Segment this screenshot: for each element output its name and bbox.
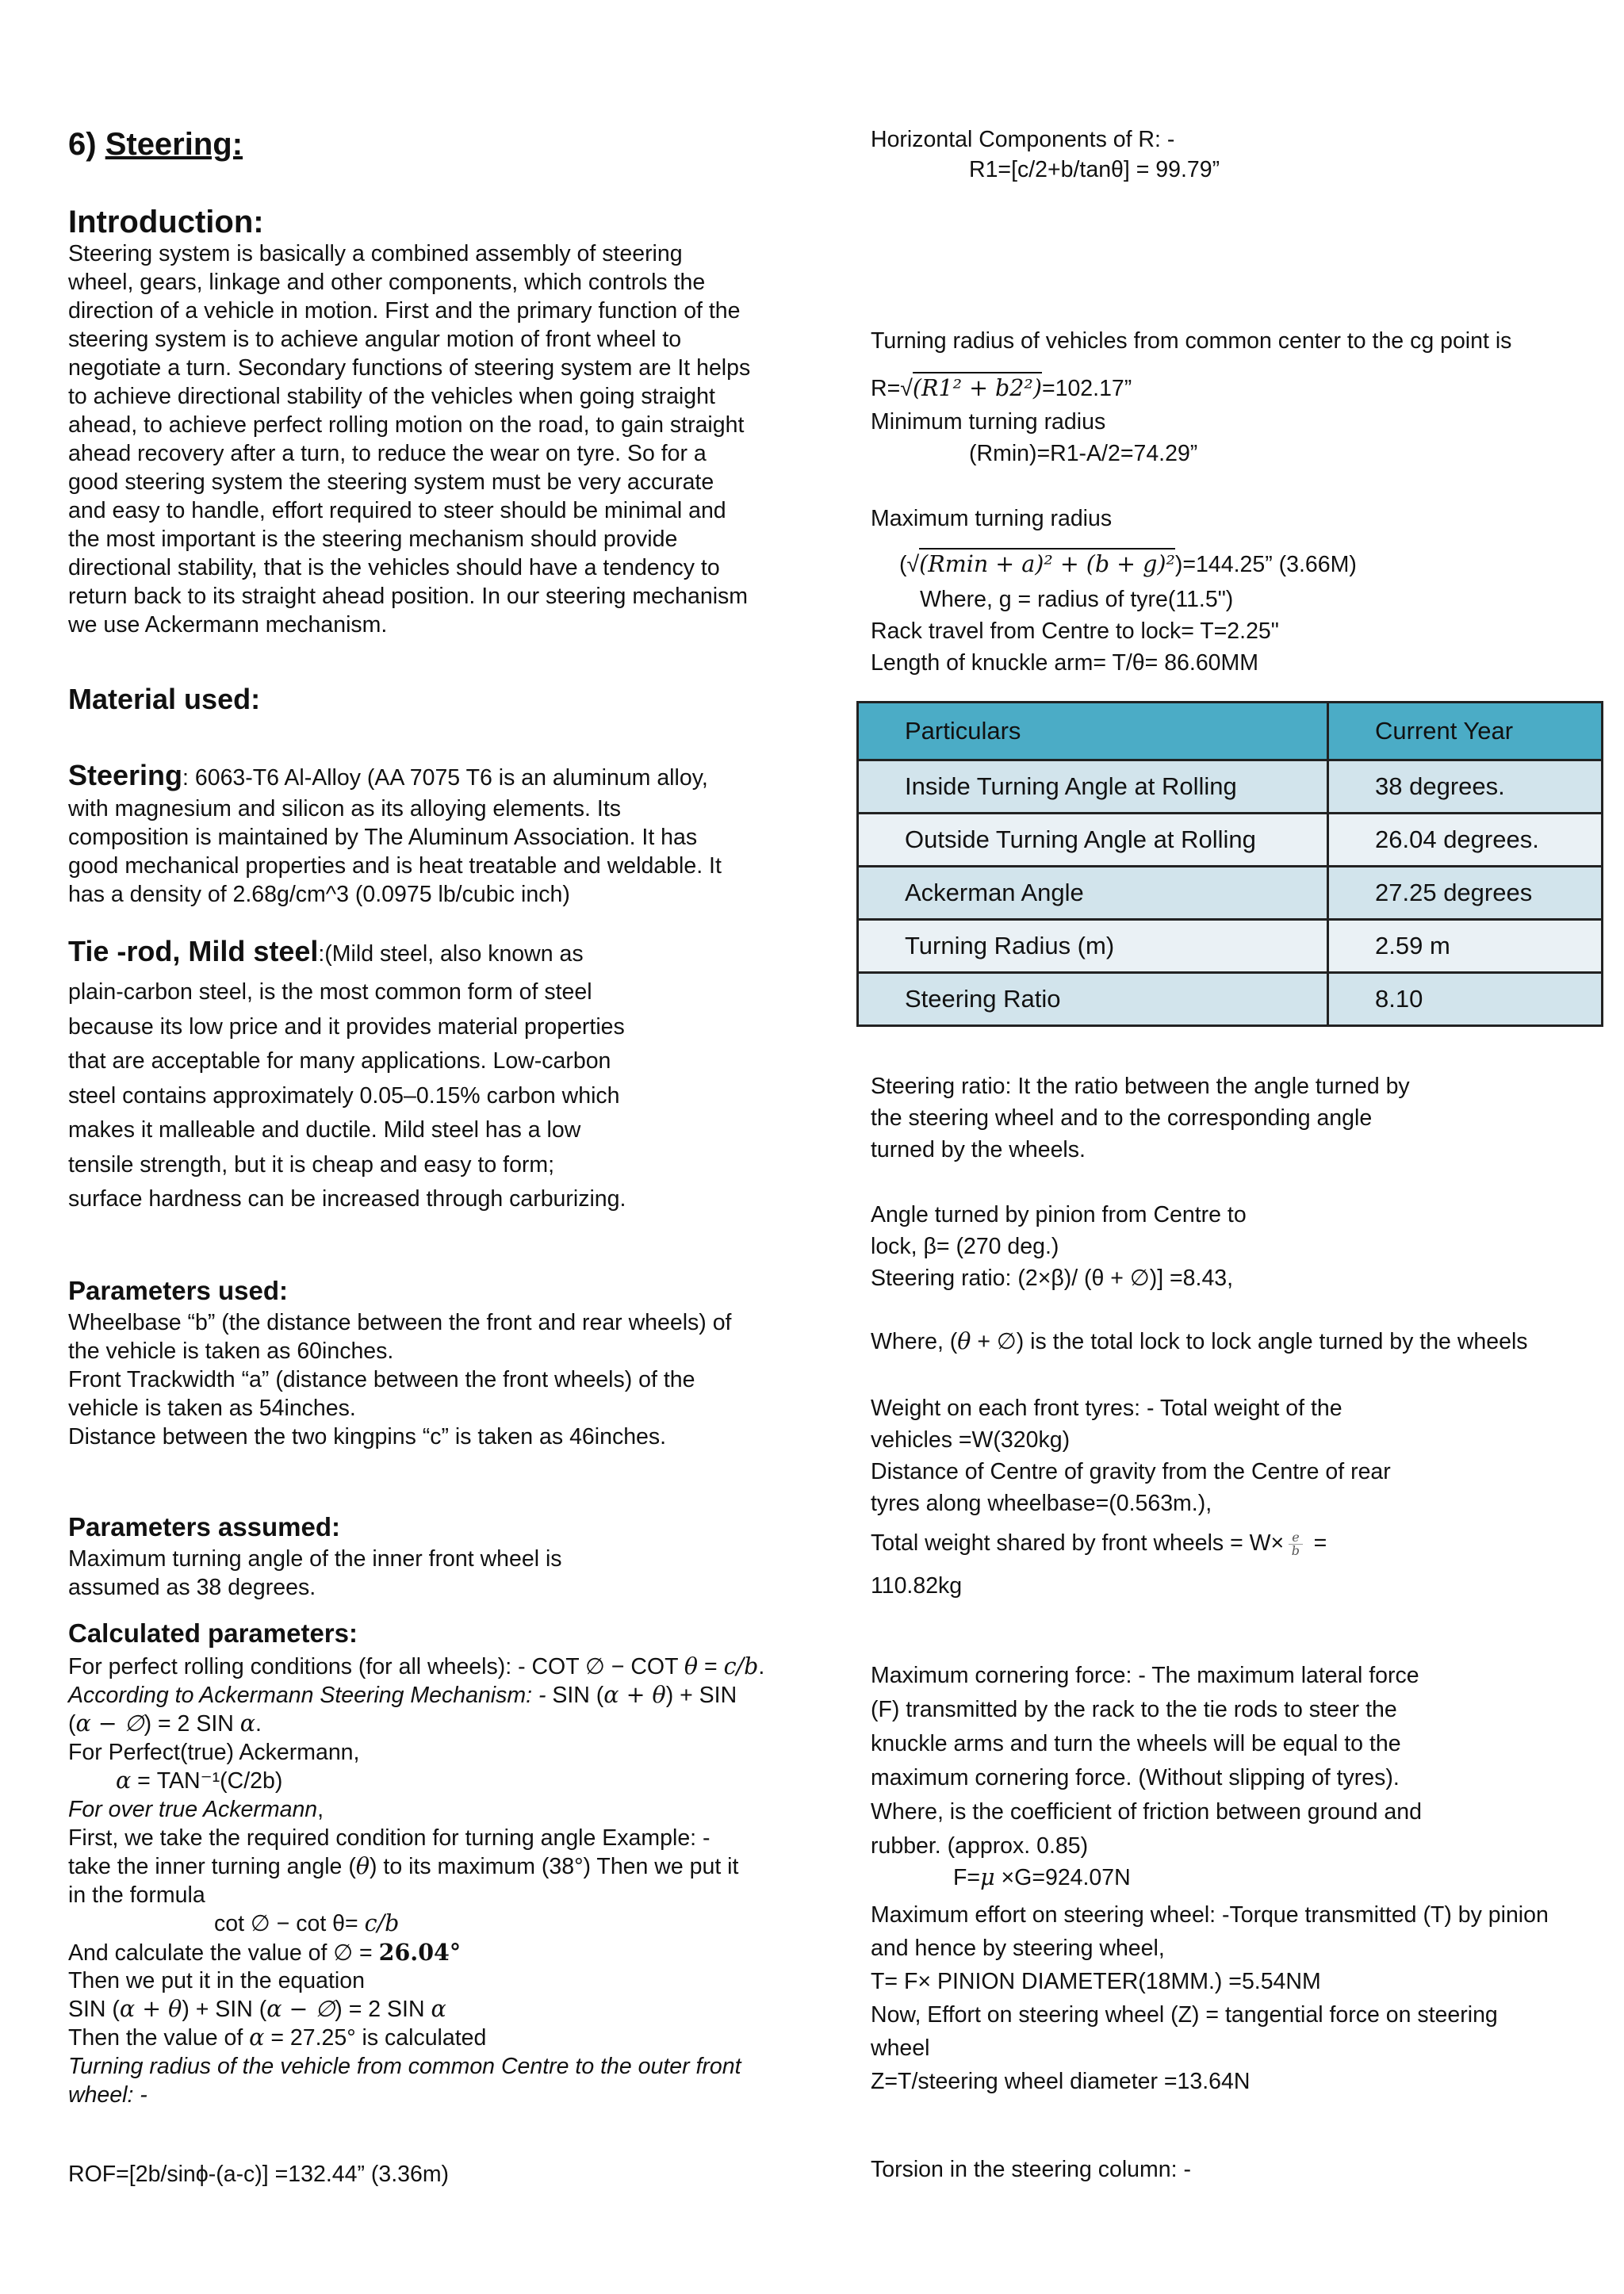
sqrt-symbol: √ — [900, 376, 913, 401]
steering-material-line: composition is maintained by The Aluminum Association. It has — [68, 825, 698, 850]
table-row — [858, 920, 1603, 973]
turning-radius-line: Turning radius of vehicles from common center to the cg point is — [871, 328, 1512, 354]
table-cell: 8.10 — [1328, 973, 1603, 1026]
force-formula: F=μ ×G=924.07N — [953, 1864, 1131, 1890]
weight-line: Weight on each front tyres: - Total weight of the — [871, 1396, 1342, 1421]
calc-line-3: (α − ∅) = 2 SIN α. — [68, 1710, 262, 1737]
calc-line-7: First, we take the required condition for turning angle Example: - — [68, 1825, 710, 1851]
steering-ratio-line: turned by the wheels. — [871, 1137, 1086, 1162]
calc-line-13: SIN (α + θ) + SIN (α − ∅) = 2 SIN α — [68, 1996, 446, 2022]
steering-parameters-table — [856, 701, 1603, 1027]
effort-line: T= F× PINION DIAMETER(18MM.) =5.54NM — [871, 1969, 1321, 1994]
table-row — [858, 814, 1603, 867]
table-header-cell: Current Year — [1328, 703, 1603, 760]
cornering-force-line: Where, is the coefficient of friction between ground and — [871, 1799, 1422, 1825]
intro-line: good steering system the steering system must be very accurate — [68, 469, 714, 495]
r1-formula: R1=[c/2+b/tanθ] = 99.79” — [969, 157, 1220, 182]
intro-line: steering system is to achieve angular motion of front wheel to — [68, 327, 682, 352]
section-title-text: Steering: — [105, 127, 243, 162]
intro-line: and easy to handle, effort required to steer should be minimal and — [68, 498, 726, 523]
table-cell: Ackerman Angle — [858, 867, 1328, 920]
params-used-line: the vehicle is taken as 60inches. — [68, 1338, 394, 1364]
total-weight-result: 110.82kg — [871, 1573, 963, 1599]
horizontal-components-title: Horizontal Components of R: - — [871, 127, 1175, 152]
calc-line-12: Then we put it in the equation — [68, 1968, 365, 1993]
where-g: Where, g = radius of tyre(11.5") — [920, 587, 1234, 612]
pinion-line: Angle turned by pinion from Centre to — [871, 1202, 1247, 1227]
rack-travel: Rack travel from Centre to lock= T=2.25" — [871, 618, 1279, 644]
steering-material-line: with magnesium and silicon as its alloying elements. Its — [68, 796, 621, 821]
params-used-line: Front Trackwidth “a” (distance between the front wheels) of the — [68, 1367, 695, 1392]
calc-line-9: in the formula — [68, 1882, 205, 1908]
calc-line-8: take the inner turning angle (θ) to its maximum (38°) Then we put it — [68, 1853, 739, 1879]
table-cell: 38 degrees. — [1328, 760, 1603, 814]
table-cell: Steering Ratio — [858, 973, 1328, 1026]
min-turning-radius-formula: (Rmin)=R1-A/2=74.29” — [969, 441, 1198, 466]
max-turning-radius-formula: (√(Rmin + a)² + (b + g)²)=144.25” (3.66M) — [899, 550, 1357, 579]
pinion-line: Steering ratio: (2×β)/ (θ + ∅)] =8.43, — [871, 1266, 1234, 1291]
params-used-paragraph — [68, 1308, 731, 1451]
tierod-line: plain-carbon steel, is the most common form of steel — [68, 979, 592, 1005]
cornering-force-line: maximum cornering force. (Without slipping of tyres). — [871, 1765, 1400, 1790]
intro-heading: Introduction: — [68, 205, 264, 239]
table-row — [858, 973, 1603, 1026]
tierod-label: Tie -rod, Mild steel — [68, 935, 319, 967]
table-cell: Inside Turning Angle at Rolling — [858, 760, 1328, 814]
where-total-lock-line: Where, (θ + ∅) is the total lock to lock angle turned by the wheels — [871, 1328, 1528, 1354]
table-cell: Outside Turning Angle at Rolling — [858, 814, 1328, 867]
effort-line: and hence by steering wheel, — [871, 1936, 1165, 1961]
calc-line-2: According to Ackermann Steering Mechanism: - SIN (α + θ) + SIN — [68, 1682, 737, 1708]
steering-material-first-line: Steering: 6063-T6 Al-Alloy (AA 7075 T6 is an aluminum alloy, — [68, 759, 708, 791]
cornering-force-line: (F) transmitted by the rack to the tie rods to steer the — [871, 1697, 1397, 1722]
intro-line: return back to its straight ahead position. In our steering mechanism — [68, 584, 749, 609]
intro-line: ahead, to achieve perfect rolling motion on the road, to gain straight — [68, 412, 745, 438]
weight-line: Distance of Centre of gravity from the Centre of rear — [871, 1459, 1391, 1484]
params-assumed-line: Maximum turning angle of the inner front wheel is — [68, 1546, 562, 1572]
params-used-heading: Parameters used: — [68, 1276, 288, 1305]
params-used-line: vehicle is taken as 54inches. — [68, 1396, 356, 1421]
knuckle-arm-length: Length of knuckle arm= T/θ= 86.60MM — [871, 650, 1258, 676]
calc-line-1: For perfect rolling conditions (for all wheels): - COT ∅ − COT θ = c/b. — [68, 1653, 765, 1679]
intro-line: the most important is the steering mechanism should provide — [68, 527, 678, 552]
weight-paragraph — [871, 1392, 1391, 1519]
tierod-line: tensile strength, but it is cheap and easy to form; — [68, 1151, 555, 1178]
table-cell: 27.25 degrees — [1328, 867, 1603, 920]
pinion-line: lock, β= (270 deg.) — [871, 1234, 1059, 1259]
tierod-line: makes it malleable and ductile. Mild steel has a low — [68, 1117, 581, 1143]
table-header-row — [858, 703, 1603, 760]
tierod-line: steel contains approximately 0.05–0.15% carbon which — [68, 1082, 620, 1109]
cornering-force-line: rubber. (approx. 0.85) — [871, 1833, 1089, 1859]
intro-line: directional stability, that is the vehicles should have a tendency to — [68, 555, 720, 580]
cornering-force-line: knuckle arms and turn the wheels will be equal to the — [871, 1731, 1401, 1756]
total-weight-line: Total weight shared by front wheels = W× $\frac{e}{b}$ = — [871, 1529, 1327, 1558]
min-turning-radius-label: Minimum turning radius — [871, 409, 1106, 435]
steering-material-label: Steering — [68, 759, 183, 791]
tierod-line: because its low price and it provides material properties — [68, 1013, 625, 1040]
tierod-paragraph — [68, 975, 626, 1217]
steering-ratio-paragraph — [871, 1070, 1410, 1166]
intro-line: to achieve directional stability of the vehicles when going straight — [68, 384, 715, 409]
max-turning-radius-label: Maximum turning radius — [871, 506, 1113, 531]
calc-line-14: Then the value of α = 27.25° is calculated — [68, 2024, 487, 2051]
steering-material-paragraph — [68, 795, 722, 909]
table-row — [858, 867, 1603, 920]
effort-line: Now, Effort on steering wheel (Z) = tangential force on steering — [871, 2002, 1498, 2028]
calc-line-5: α = TAN⁻¹(C/2b) — [116, 1767, 283, 1794]
intro-line: ahead recovery after a turn, to reduce the wear on tyre. So for a — [68, 441, 707, 466]
params-used-line: Distance between the two kingpins “c” is taken as 46inches. — [68, 1424, 667, 1450]
tierod-line: surface hardness can be increased through carburizing. — [68, 1186, 626, 1212]
section-title: 6) Steering: — [68, 127, 243, 162]
calc-line-11: And calculate the value of ∅ = 26.04° — [68, 1939, 462, 1966]
rof-formula: ROF=[2b/sinϕ-(a-c)] =132.44” (3.36m) — [68, 2162, 450, 2187]
calc-line-10: cot ∅ − cot θ= c/b — [214, 1910, 400, 1936]
cornering-force-line: Maximum cornering force: - The maximum lateral force — [871, 1663, 1419, 1688]
cornering-force-paragraph — [871, 1659, 1422, 1863]
table-row — [858, 760, 1603, 814]
params-assumed-line: assumed as 38 degrees. — [68, 1575, 316, 1600]
tierod-line: that are acceptable for many applications. Low-carbon — [68, 1048, 611, 1074]
effort-line: Z=T/steering wheel diameter =13.64N — [871, 2069, 1251, 2094]
torsion-heading: Torsion in the steering column: - — [871, 2157, 1191, 2182]
calc-line-6: For over true Ackermann, — [68, 1797, 324, 1822]
intro-line: negotiate a turn. Secondary functions of steering system are It helps — [68, 355, 751, 381]
calc-line-16: wheel: - — [68, 2082, 147, 2108]
weight-line: vehicles =W(320kg) — [871, 1427, 1071, 1453]
effort-paragraph — [871, 1898, 1549, 2098]
intro-line: direction of a vehicle in motion. First and the primary function of the — [68, 298, 741, 324]
e-over-b-fraction: $\frac{e}{b}$ — [1289, 1531, 1302, 1557]
params-assumed-heading: Parameters assumed: — [68, 1512, 341, 1541]
params-assumed-paragraph — [68, 1545, 562, 1602]
table-header-cell: Particulars — [858, 703, 1328, 760]
weight-line: tyres along wheelbase=(0.563m.), — [871, 1491, 1212, 1516]
calc-line-4: For Perfect(true) Ackermann, — [68, 1740, 360, 1765]
steering-material-line: good mechanical properties and is heat treatable and weldable. It — [68, 853, 722, 879]
intro-paragraph — [68, 239, 750, 639]
effort-line: wheel — [871, 2035, 930, 2061]
steering-ratio-line: Steering ratio: It the ratio between the angle turned by — [871, 1074, 1410, 1099]
pinion-paragraph — [871, 1199, 1247, 1294]
effort-line: Maximum effort on steering wheel: -Torque transmitted (T) by pinion — [871, 1902, 1549, 1928]
calc-heading: Calculated parameters: — [68, 1618, 358, 1648]
tierod-first-line: Tie -rod, Mild steel:(Mild steel, also known as — [68, 935, 584, 967]
steering-ratio-line: the steering wheel and to the corresponding angle — [871, 1105, 1373, 1131]
sqrt-symbol: √ — [906, 552, 920, 577]
intro-line: Steering system is basically a combined assembly of steering — [68, 241, 683, 266]
steering-material-line: has a density of 2.68g/cm^3 (0.0975 lb/cubic inch) — [68, 882, 570, 907]
intro-line: we use Ackermann mechanism. — [68, 612, 388, 638]
calc-line-15: Turning radius of the vehicle from common Centre to the outer front — [68, 2054, 741, 2079]
table-cell: 26.04 degrees. — [1328, 814, 1603, 867]
table-cell: Turning Radius (m) — [858, 920, 1328, 973]
material-heading: Material used: — [68, 683, 261, 715]
table-cell: 2.59 m — [1328, 920, 1603, 973]
intro-line: wheel, gears, linkage and other components, which controls the — [68, 270, 706, 295]
r-formula: R=√(R1² + b2²)=102.17” — [871, 374, 1132, 403]
params-used-line: Wheelbase “b” (the distance between the front and rear wheels) of — [68, 1310, 732, 1335]
